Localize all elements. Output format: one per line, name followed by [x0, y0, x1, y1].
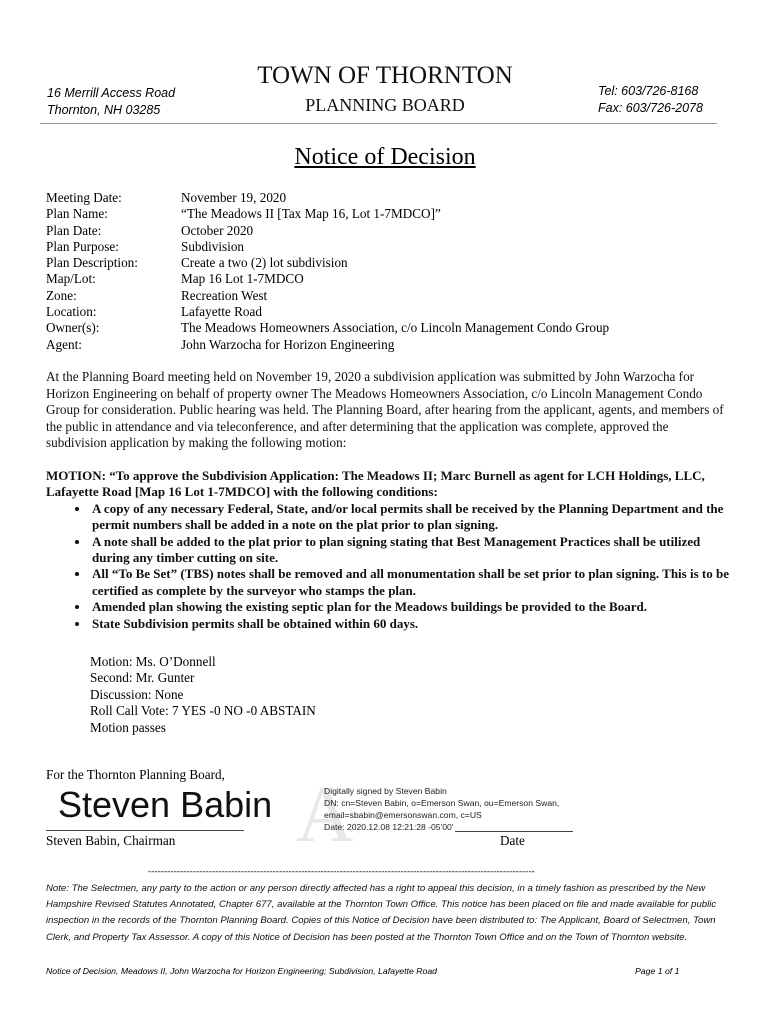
footer-description: Notice of Decision, Meadows II, John Warzocha for Horizon Engineering; Subdivision, Lafayette Road — [46, 966, 437, 976]
tel-number: Tel: 603/726-8168 — [598, 84, 699, 98]
detail-value: Recreation West — [181, 287, 268, 303]
signature-line — [46, 830, 244, 831]
address-line-2: Thornton, NH 03285 — [47, 103, 161, 117]
detail-label: Plan Description: — [46, 255, 138, 271]
detail-value: The Meadows Homeowners Association, c/o Lincoln Management Condo Group — [181, 320, 610, 336]
signature: Steven Babin — [58, 784, 273, 825]
detail-row — [46, 223, 609, 239]
header-divider — [40, 123, 717, 124]
address-line-1: 16 Merrill Access Road — [47, 86, 176, 100]
detail-row — [46, 304, 609, 320]
motion-by: Motion: Ms. O’Donnell — [90, 654, 216, 669]
detail-value: “The Meadows II [Tax Map 16, Lot 1-7MDCO]” — [181, 206, 441, 222]
digital-sig-line: email=sbabin@emersonswan.com, c=US — [324, 810, 482, 820]
appeal-note: Note: The Selectmen, any party to the action or any person directly affected has a right to appeal this decision, in a timely fashion as prescribed by the New Hampshire Revised Statutes Annotated, Chapter 677, available at the Thornton Town Office. This notice has been placed on file and made available for public inspection in the records of the Thornton Planning Board. Copies of this Notice of Decision have been distributed to: The Applicant, Board of Selectmen, Town Clerk, and Property Tax Assessor. A copy of this Notice of Decision has been posted at the Thornton Town Office and on the Town of Thornton website. — [46, 883, 717, 943]
detail-label: Plan Date: — [46, 222, 102, 238]
vote-record — [90, 654, 316, 736]
condition-item: • A note shall be added to the plat prior to plan signing stating that Best Management Practices shall be utilized during any timber cutting on site. — [90, 534, 736, 567]
detail-label: Location: — [46, 304, 97, 320]
motion-text: MOTION: “To approve the Subdivision Application: The Meadows II; Marc Burnell as agent for LCH Holdings, LLC, Lafayette Road [Map 16 Lot 1-7MDCO] with the following conditions: — [46, 468, 705, 500]
board-name: PLANNING BOARD — [305, 95, 465, 115]
detail-row — [46, 255, 609, 271]
for-board-line: For the Thornton Planning Board, — [46, 767, 225, 782]
condition-item: • All “To Be Set” (TBS) notes shall be removed and all monumentation shall be set prior to plan signing. This is to be certified as complete by the surveyor who stamps the plan. — [90, 566, 736, 599]
motion-result: Motion passes — [90, 719, 166, 735]
digital-sig-line: Digitally signed by Steven Babin — [324, 786, 447, 796]
roll-call-vote: Roll Call Vote: 7 YES -0 NO -0 ABSTAIN — [90, 703, 316, 719]
contact-numbers — [598, 83, 703, 117]
date-line — [455, 831, 573, 832]
separator: ------------------------------------------------------------------------------------------------------------------------- — [148, 866, 535, 876]
detail-label: Map/Lot: — [46, 271, 96, 287]
digital-sig-line: Date: 2020.12.08 12:21:28 -05'00' — [324, 822, 454, 832]
detail-value: October 2020 — [181, 222, 254, 238]
date-label: Date — [500, 833, 525, 848]
detail-row — [46, 206, 609, 222]
detail-value: Subdivision — [181, 238, 245, 254]
detail-value: Map 16 Lot 1-7MDCO — [181, 271, 304, 287]
conditions-list — [46, 501, 736, 632]
discussion: Discussion: None — [90, 686, 184, 702]
plan-details — [46, 190, 609, 353]
detail-value: John Warzocha for Horizon Engineering — [181, 336, 395, 352]
detail-row — [46, 288, 609, 304]
detail-row — [46, 239, 609, 255]
town-name: TOWN OF THORNTON — [257, 62, 513, 89]
detail-row — [46, 337, 609, 353]
page-number: Page 1 of 1 — [635, 966, 680, 976]
detail-label: Zone: — [46, 287, 77, 303]
fax-number: Fax: 603/726-2078 — [598, 101, 703, 115]
digital-signature-info — [324, 785, 559, 833]
condition-item: • State Subdivision permits shall be obtained within 60 days. — [90, 616, 736, 632]
page-title: Notice of Decision — [294, 144, 476, 170]
motion-block — [46, 468, 736, 632]
condition-item: • Amended plan showing the existing septic plan for the Meadows buildings be provided to the Board. — [90, 599, 736, 615]
digital-sig-line: DN: cn=Steven Babin, o=Emerson Swan, ou=Emerson Swan, — [324, 798, 560, 808]
signer-name: Steven Babin, Chairman — [46, 833, 176, 848]
detail-label: Plan Name: — [46, 206, 108, 222]
detail-value: Create a two (2) lot subdivision — [181, 255, 348, 271]
condition-item: • A copy of any necessary Federal, State, and/or local permits shall be received by the Planning Department and the permit numbers shall be added in a note on the plat prior to plan signing. — [90, 501, 736, 534]
detail-label: Agent: — [46, 336, 82, 352]
detail-value: Lafayette Road — [181, 304, 262, 320]
second-by: Second: Mr. Gunter — [90, 670, 195, 686]
signature-stamp-icon: A — [296, 771, 354, 859]
detail-row — [46, 271, 609, 287]
decision-summary: At the Planning Board meeting held on November 19, 2020 a subdivision application was submitted by John Warzocha for Horizon Engineering on behalf of property owner The Meadows Homeowners Association, c/o Lincoln Management Condo Group for consideration. Public hearing was held. The Planning Board, after hearing from the applicant, agents, and members of the public in attendance and via teleconference, and after determining that the application was complete, approved the subdivision application by making the following motion: — [46, 369, 724, 450]
detail-label: Meeting Date: — [46, 190, 122, 205]
detail-row — [46, 320, 609, 336]
detail-row — [46, 190, 609, 206]
detail-label: Owner(s): — [46, 320, 100, 336]
detail-label: Plan Purpose: — [46, 238, 119, 254]
detail-value: November 19, 2020 — [181, 190, 287, 205]
